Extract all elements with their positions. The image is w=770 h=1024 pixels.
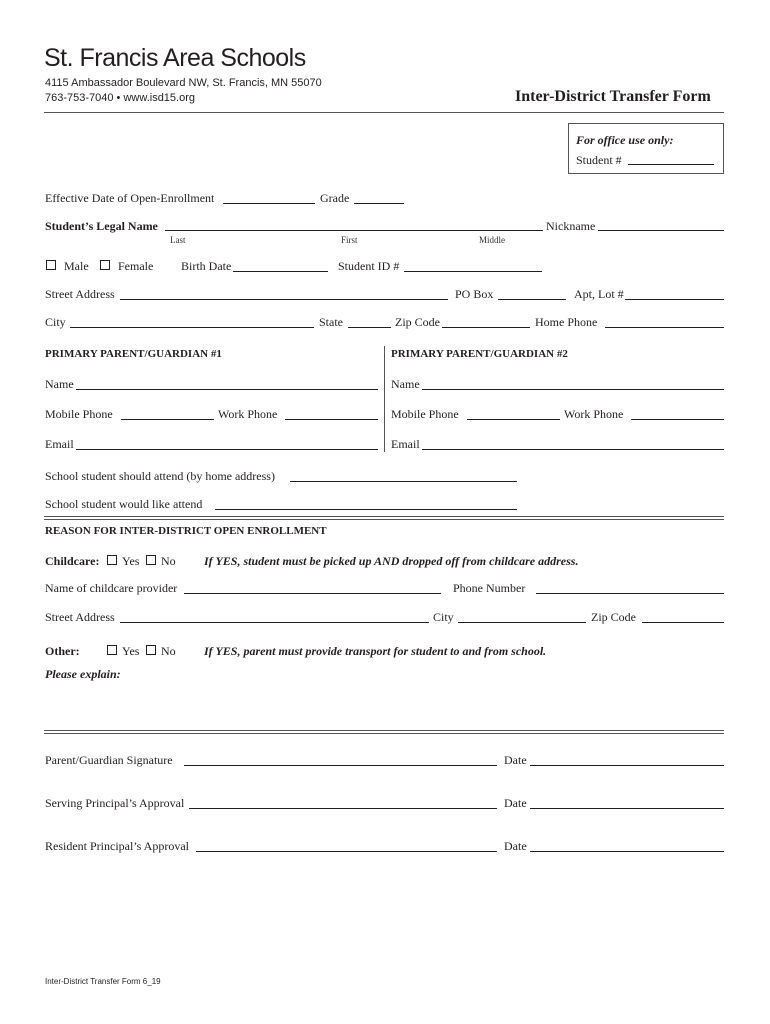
- last-sublabel: Last: [170, 235, 186, 245]
- other-yes-label: Yes: [122, 644, 140, 658]
- provider-street-label: Street Address: [45, 610, 115, 624]
- middle-sublabel: Middle: [479, 235, 505, 245]
- guardian1-heading: PRIMARY PARENT/GUARDIAN #1: [45, 348, 222, 360]
- explain-area[interactable]: [44, 684, 724, 728]
- guardian2-email-label: Email: [391, 437, 420, 451]
- guardian2-email-field[interactable]: [422, 449, 724, 450]
- effective-date-label: Effective Date of Open-Enrollment: [45, 191, 215, 205]
- other-yes-checkbox[interactable]: [107, 645, 117, 655]
- state-label: State: [319, 315, 343, 329]
- legal-name-label: Student’s Legal Name: [45, 219, 158, 233]
- male-checkbox[interactable]: [46, 260, 56, 270]
- office-student-field[interactable]: [628, 164, 714, 165]
- guardian1-email-label: Email: [45, 437, 74, 451]
- female-label: Female: [118, 259, 154, 273]
- reason-heading: REASON FOR INTER-DISTRICT OPEN ENROLLMENT: [45, 525, 327, 537]
- resident-date-field[interactable]: [530, 851, 724, 852]
- nickname-field[interactable]: [598, 230, 724, 231]
- apt-field[interactable]: [625, 299, 724, 300]
- guardian1-name-field[interactable]: [76, 389, 378, 390]
- office-student-label: Student #: [576, 153, 622, 167]
- guardian-date-label: Date: [504, 753, 527, 767]
- guardian2-heading: PRIMARY PARENT/GUARDIAN #2: [391, 348, 568, 360]
- section-rule-top: [44, 516, 724, 517]
- nickname-label: Nickname: [546, 219, 596, 233]
- signature-rule-bottom: [44, 733, 724, 734]
- office-use-title: For office use only:: [576, 133, 674, 147]
- male-label: Male: [64, 259, 89, 273]
- resident-principal-label: Resident Principal’s Approval: [45, 839, 189, 853]
- home-phone-label: Home Phone: [535, 315, 598, 329]
- provider-label: Name of childcare provider: [45, 581, 178, 595]
- student-id-label: Student ID #: [338, 259, 400, 273]
- section-rule-bottom: [44, 519, 724, 520]
- like-attend-label: School student would like attend: [45, 497, 203, 511]
- guardian2-mobile-label: Mobile Phone: [391, 407, 459, 421]
- serving-principal-label: Serving Principal’s Approval: [45, 796, 185, 810]
- guardian1-work-label: Work Phone: [218, 407, 278, 421]
- street-address-label: Street Address: [45, 287, 115, 301]
- guardian-date-field[interactable]: [530, 765, 724, 766]
- signature-rule-top: [44, 730, 724, 731]
- guardian1-email-field[interactable]: [76, 449, 378, 450]
- guardian-signature-field[interactable]: [184, 765, 497, 766]
- provider-city-label: City: [433, 610, 454, 624]
- po-box-field[interactable]: [498, 299, 566, 300]
- guardian2-name-label: Name: [391, 377, 420, 391]
- guardian1-work-field[interactable]: [285, 419, 378, 420]
- effective-date-field[interactable]: [223, 203, 315, 204]
- guardian1-name-label: Name: [45, 377, 74, 391]
- provider-city-field[interactable]: [458, 622, 586, 623]
- guardian1-mobile-label: Mobile Phone: [45, 407, 113, 421]
- apt-label: Apt, Lot #: [574, 287, 624, 301]
- street-address-field[interactable]: [120, 299, 448, 300]
- header-rule: [44, 112, 724, 113]
- school-contact: 763-753-7040 • www.isd15.org: [45, 92, 195, 104]
- guardian1-mobile-field[interactable]: [121, 419, 214, 420]
- guardian2-work-label: Work Phone: [564, 407, 624, 421]
- childcare-no-checkbox[interactable]: [146, 555, 156, 565]
- guardian-divider: [384, 346, 385, 452]
- first-sublabel: First: [341, 235, 358, 245]
- provider-street-field[interactable]: [120, 622, 429, 623]
- serving-principal-field[interactable]: [189, 808, 497, 809]
- guardian2-mobile-field[interactable]: [467, 419, 560, 420]
- birth-date-field[interactable]: [233, 271, 328, 272]
- home-phone-field[interactable]: [605, 327, 724, 328]
- serving-date-label: Date: [504, 796, 527, 810]
- should-attend-field[interactable]: [290, 481, 517, 482]
- resident-date-label: Date: [504, 839, 527, 853]
- provider-field[interactable]: [184, 593, 441, 594]
- city-field[interactable]: [70, 327, 314, 328]
- guardian-signature-label: Parent/Guardian Signature: [45, 753, 173, 767]
- legal-name-field[interactable]: [165, 230, 543, 231]
- resident-principal-field[interactable]: [196, 851, 497, 852]
- grade-field[interactable]: [354, 203, 404, 204]
- female-checkbox[interactable]: [100, 260, 110, 270]
- po-box-label: PO Box: [455, 287, 494, 301]
- other-note: If YES, parent must provide transport for student to and from school.: [204, 644, 547, 658]
- like-attend-field[interactable]: [215, 509, 517, 510]
- state-field[interactable]: [348, 327, 391, 328]
- guardian2-work-field[interactable]: [631, 419, 724, 420]
- other-label: Other:: [45, 644, 80, 658]
- childcare-yes-label: Yes: [122, 554, 140, 568]
- guardian2-name-field[interactable]: [422, 389, 724, 390]
- other-no-label: No: [161, 644, 176, 658]
- school-name: St. Francis Area Schools: [44, 44, 306, 72]
- student-id-field[interactable]: [404, 271, 542, 272]
- city-label: City: [45, 315, 66, 329]
- birth-date-label: Birth Date: [181, 259, 232, 273]
- childcare-no-label: No: [161, 554, 176, 568]
- provider-zip-label: Zip Code: [591, 610, 636, 624]
- footer-form-id: Inter-District Transfer Form 6_19: [45, 977, 161, 986]
- other-no-checkbox[interactable]: [146, 645, 156, 655]
- should-attend-label: School student should attend (by home address): [45, 469, 275, 483]
- childcare-yes-checkbox[interactable]: [107, 555, 117, 565]
- zip-field[interactable]: [442, 327, 530, 328]
- serving-date-field[interactable]: [530, 808, 724, 809]
- grade-label: Grade: [320, 191, 350, 205]
- provider-phone-field[interactable]: [536, 593, 724, 594]
- childcare-note: If YES, student must be picked up AND dropped off from childcare address.: [204, 554, 579, 568]
- provider-zip-field[interactable]: [642, 622, 724, 623]
- explain-label: Please explain:: [45, 667, 121, 681]
- zip-label: Zip Code: [395, 315, 440, 329]
- childcare-label: Childcare:: [45, 554, 100, 568]
- school-address: 4115 Ambassador Boulevard NW, St. Francis, MN 55070: [45, 77, 322, 89]
- provider-phone-label: Phone Number: [453, 581, 526, 595]
- form-title: Inter-District Transfer Form: [515, 88, 711, 105]
